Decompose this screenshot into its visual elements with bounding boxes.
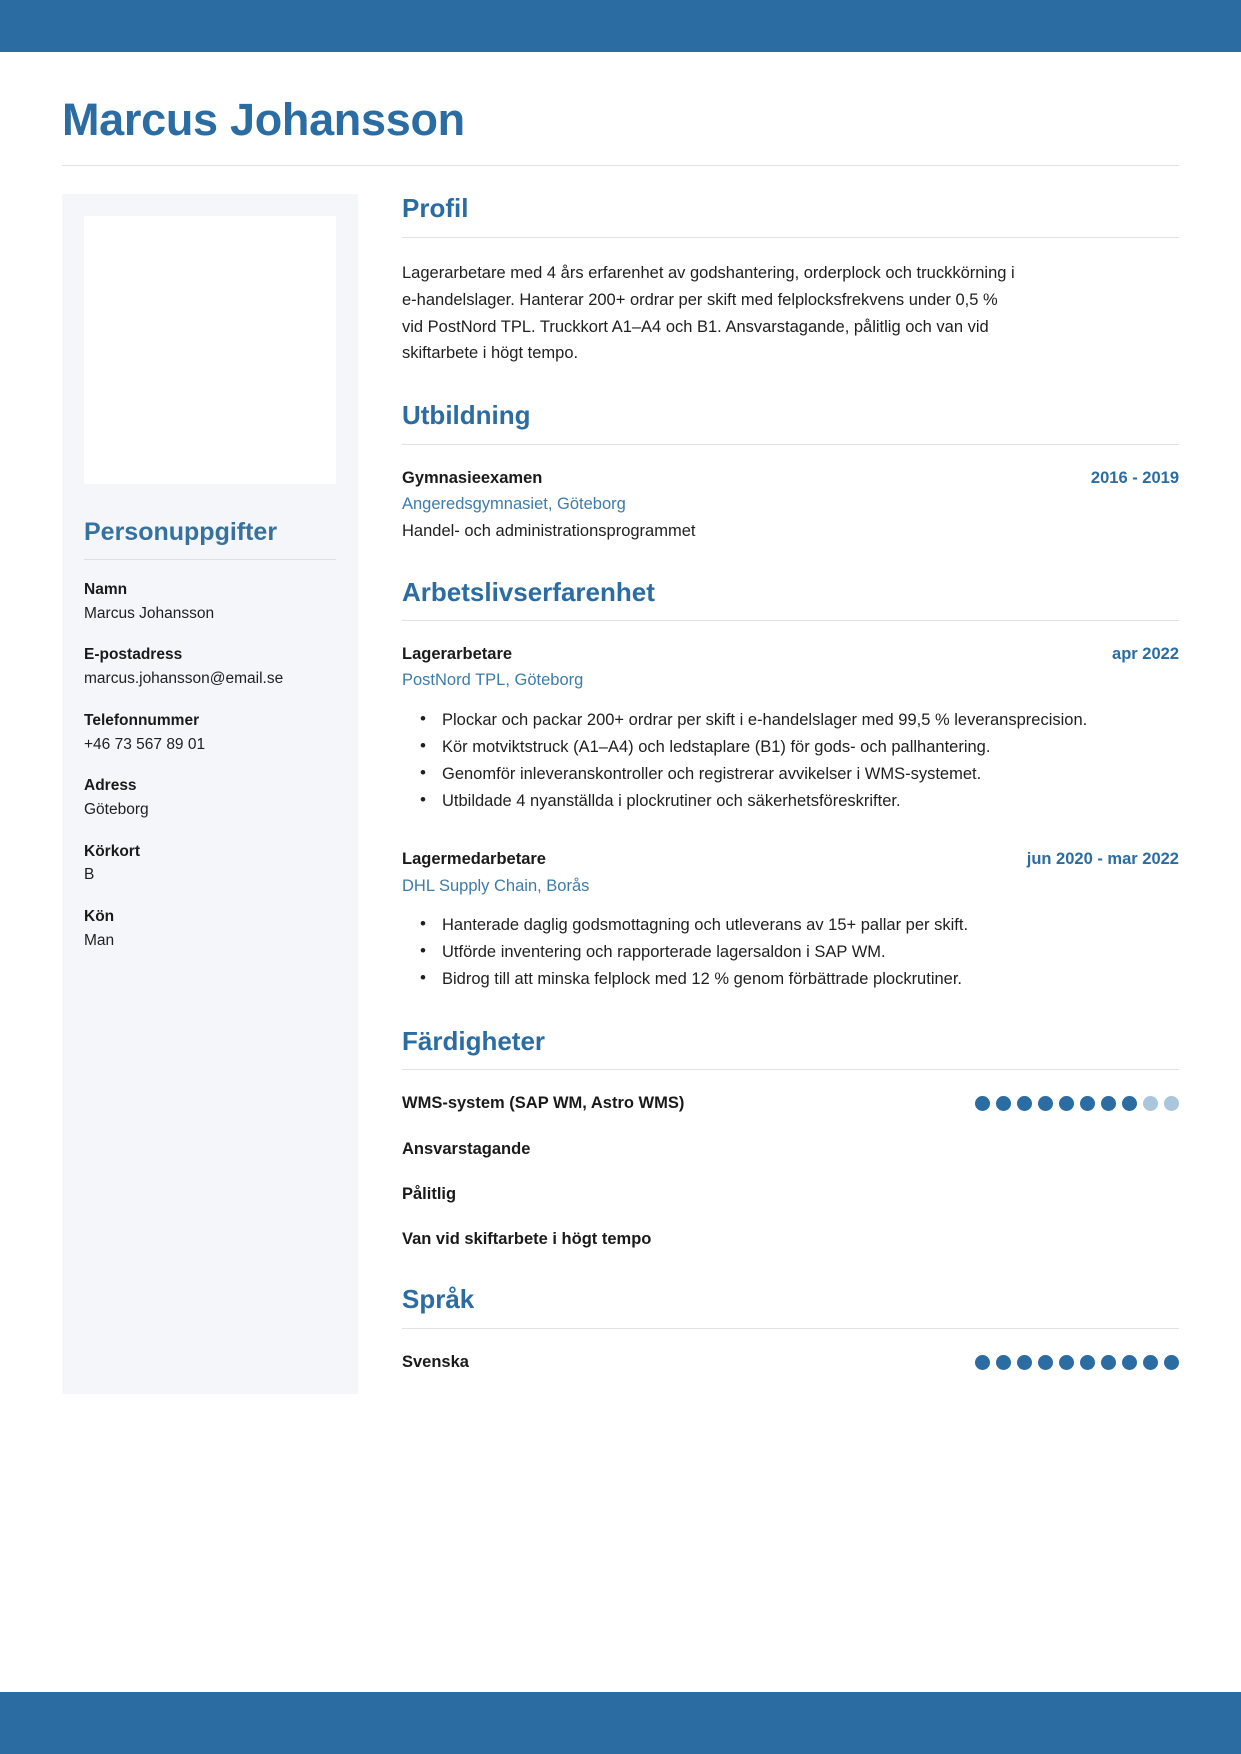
header-divider — [62, 165, 1179, 166]
skill-rating-dots — [957, 1096, 1179, 1111]
sidebar — [62, 194, 358, 1394]
personal-field-address — [84, 776, 336, 821]
experience-entry — [402, 848, 1179, 992]
skill-label: WMS-system (SAP WM, Astro WMS) — [402, 1094, 685, 1113]
education-degree: Gymnasieexamen — [402, 468, 543, 487]
rating-dot — [1122, 1355, 1137, 1370]
section-divider — [402, 237, 1179, 238]
rating-dot — [996, 1096, 1011, 1111]
section-heading-languages: Språk — [402, 1283, 475, 1314]
field-label: E-postadress — [84, 646, 183, 664]
entry-header — [402, 643, 1179, 666]
education-institution: Angeredsgymnasiet, Göteborg — [402, 495, 626, 513]
section-heading-skills: Färdigheter — [402, 1025, 546, 1056]
language-rating-dots — [957, 1355, 1179, 1370]
rating-dot — [996, 1355, 1011, 1370]
field-label: Telefonnummer — [84, 711, 200, 729]
page-title: Marcus Johansson — [62, 94, 465, 145]
top-accent-band — [0, 0, 1241, 52]
list-item: • Bidrog till att minska felplock med 12 % genom förbättrade plockrutiner. — [442, 966, 1179, 992]
field-value: Marcus Johansson — [84, 604, 215, 622]
field-label: Adress — [84, 777, 137, 795]
field-label: Kön — [84, 907, 115, 925]
rating-dot — [1080, 1096, 1095, 1111]
section-skills — [402, 1027, 1179, 1251]
skill-label: Ansvarstagande — [402, 1139, 531, 1158]
personal-details-list — [84, 580, 336, 952]
entry-spacer — [402, 818, 1179, 848]
rating-dot — [1080, 1355, 1095, 1370]
job-employer: PostNord TPL, Göteborg — [402, 671, 584, 690]
skill-label: Van vid skiftarbete i högt tempo — [402, 1229, 652, 1248]
rating-dot — [1164, 1096, 1179, 1111]
rating-dot — [1164, 1355, 1179, 1370]
rating-dot — [1101, 1096, 1116, 1111]
page-content — [0, 52, 1241, 1692]
personal-field-gender — [84, 907, 336, 952]
section-work-experience — [402, 578, 1179, 993]
field-value: Göteborg — [84, 801, 149, 819]
section-divider — [402, 1069, 1179, 1070]
rating-dot — [1059, 1355, 1074, 1370]
bottom-accent-band — [0, 1692, 1241, 1754]
personal-field-namn — [84, 580, 336, 625]
skill-row — [402, 1092, 1179, 1115]
section-languages — [402, 1285, 1179, 1374]
field-label: Körkort — [84, 842, 140, 860]
job-title: Lagerarbetare — [402, 645, 513, 664]
education-entry — [402, 467, 1179, 544]
rating-dot — [975, 1096, 990, 1111]
field-value: +46 73 567 89 01 — [84, 735, 206, 753]
section-heading-experience: Arbetslivserfarenhet — [402, 576, 655, 607]
language-label: Svenska — [402, 1352, 469, 1371]
skill-label: Pålitlig — [402, 1184, 457, 1203]
list-item: • Genomför inleveranskontroller och registrerar avvikelser i WMS-systemet. — [442, 761, 1179, 787]
section-divider — [402, 444, 1179, 445]
personal-field-email — [84, 645, 336, 690]
rating-dot — [1143, 1355, 1158, 1370]
job-date-range: jun 2020 - mar 2022 — [1026, 850, 1179, 869]
list-item: • Utförde inventering och rapporterade lagersaldon i SAP WM. — [442, 939, 1179, 965]
main-column — [358, 194, 1179, 1408]
body-columns — [62, 194, 1179, 1408]
skill-row — [402, 1228, 1179, 1251]
rating-dot — [1059, 1096, 1074, 1111]
section-divider — [402, 620, 1179, 621]
job-responsibility-list — [402, 912, 1179, 992]
field-value: B — [84, 866, 95, 884]
education-date-range: 2016 - 2019 — [1090, 468, 1179, 487]
section-divider — [402, 1328, 1179, 1329]
skill-row — [402, 1138, 1179, 1161]
sidebar-heading-divider — [84, 559, 336, 560]
field-value: Man — [84, 931, 115, 949]
header — [62, 52, 1179, 166]
rating-dot — [1038, 1355, 1053, 1370]
section-heading-profile: Profil — [402, 193, 469, 224]
rating-dot — [1101, 1355, 1116, 1370]
rating-dot — [1038, 1096, 1053, 1111]
list-item: • Utbildade 4 nyanställda i plockrutiner och säkerhetsföreskrifter. — [442, 788, 1179, 814]
rating-dot — [975, 1355, 990, 1370]
sidebar-heading-personal-details: Personuppgifter — [84, 518, 278, 547]
personal-field-drivers-license — [84, 842, 336, 887]
profile-photo-placeholder — [84, 216, 336, 484]
personal-field-phone — [84, 711, 336, 756]
experience-entry — [402, 643, 1179, 814]
language-row — [402, 1351, 1179, 1374]
section-heading-education: Utbildning — [402, 400, 531, 431]
field-value: marcus.johansson@email.se — [84, 670, 284, 688]
list-item: • Kör motviktstruck (A1–A4) och ledstaplare (B1) för gods- och pallhantering. — [442, 734, 1179, 760]
rating-dot — [1017, 1096, 1032, 1111]
rating-dot — [1017, 1355, 1032, 1370]
entry-header — [402, 467, 1179, 490]
job-title: Lagermedarbetare — [402, 850, 546, 869]
field-label: Namn — [84, 581, 128, 598]
section-education — [402, 401, 1179, 543]
section-profile — [402, 194, 1179, 367]
job-responsibility-list — [402, 707, 1179, 814]
list-item: • Hanterade daglig godsmottagning och utleverans av 15+ pallar per skift. — [442, 912, 1179, 938]
rating-dot — [1122, 1096, 1137, 1111]
entry-header — [402, 848, 1179, 871]
list-item: • Plockar och packar 200+ ordrar per skift i e-handelslager med 99,5 % leveransprecision. — [442, 707, 1179, 733]
skill-row — [402, 1183, 1179, 1206]
education-program: Handel- och administrationsprogrammet — [402, 521, 696, 540]
job-date-range: apr 2022 — [1112, 645, 1179, 664]
job-employer: DHL Supply Chain, Borås — [402, 876, 590, 895]
rating-dot — [1143, 1096, 1158, 1111]
profile-summary-text: Lagerarbetare med 4 års erfarenhet av godshantering, orderplock och truckkörning i e-handelslager. Hanterar 200+ ordrar per skift med felplocksfrekvens under 0,5 % vid PostNord TPL. Truckkort A1–A4 och B1. Ansvarstagande, pålitlig och van vid skiftarbete i högt tempo. — [402, 264, 1015, 363]
